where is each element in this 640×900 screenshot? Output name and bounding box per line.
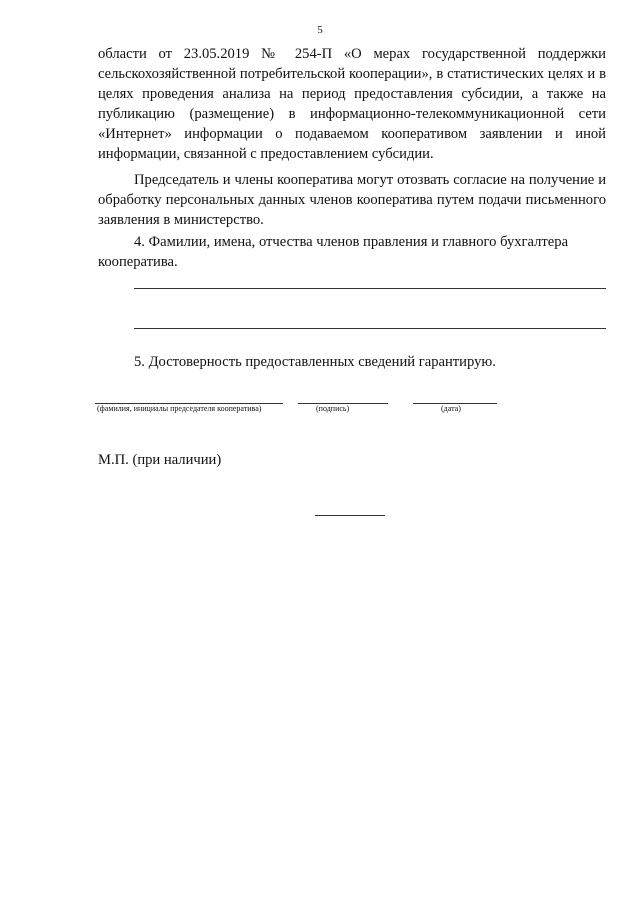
date-caption: (дата) xyxy=(441,404,461,413)
fill-in-line-1 xyxy=(134,288,606,289)
paragraph-consent-withdrawal: Председатель и члены кооператива могут отозвать согласие на получение и обработку персональных данных членов кооператива путем подачи письменного заявления в министерство. xyxy=(98,172,606,228)
stamp-note: М.П. (при наличии) xyxy=(98,452,222,468)
name-caption: (фамилия, инициалы председателя кооператива) xyxy=(97,404,262,413)
paragraph-board-members: 4. Фамилии, имена, отчества членов правления и главного бухгалтера кооператива. xyxy=(98,234,569,270)
signature-caption: (подпись) xyxy=(316,404,350,413)
page-number: 5 xyxy=(317,24,323,36)
paragraph-consent-purposes: области от 23.05.2019 № 254-П «О мерах государственной поддержки сельскохозяйственной потребительской кооперации», в статистических целях и в целях проведения анализа на период предоставления субсидии, а также на публикацию (размещение) в информационно-телекоммуникационной сети «Интернет» информации о подаваемом кооперативом заявлении и иной информации, связанной с предоставлением субсидии. xyxy=(98,46,606,162)
end-of-document-line xyxy=(315,515,385,516)
fill-in-line-2 xyxy=(134,328,606,329)
paragraph-guarantee: 5. Достоверность предоставленных сведений гарантирую. xyxy=(134,354,496,370)
